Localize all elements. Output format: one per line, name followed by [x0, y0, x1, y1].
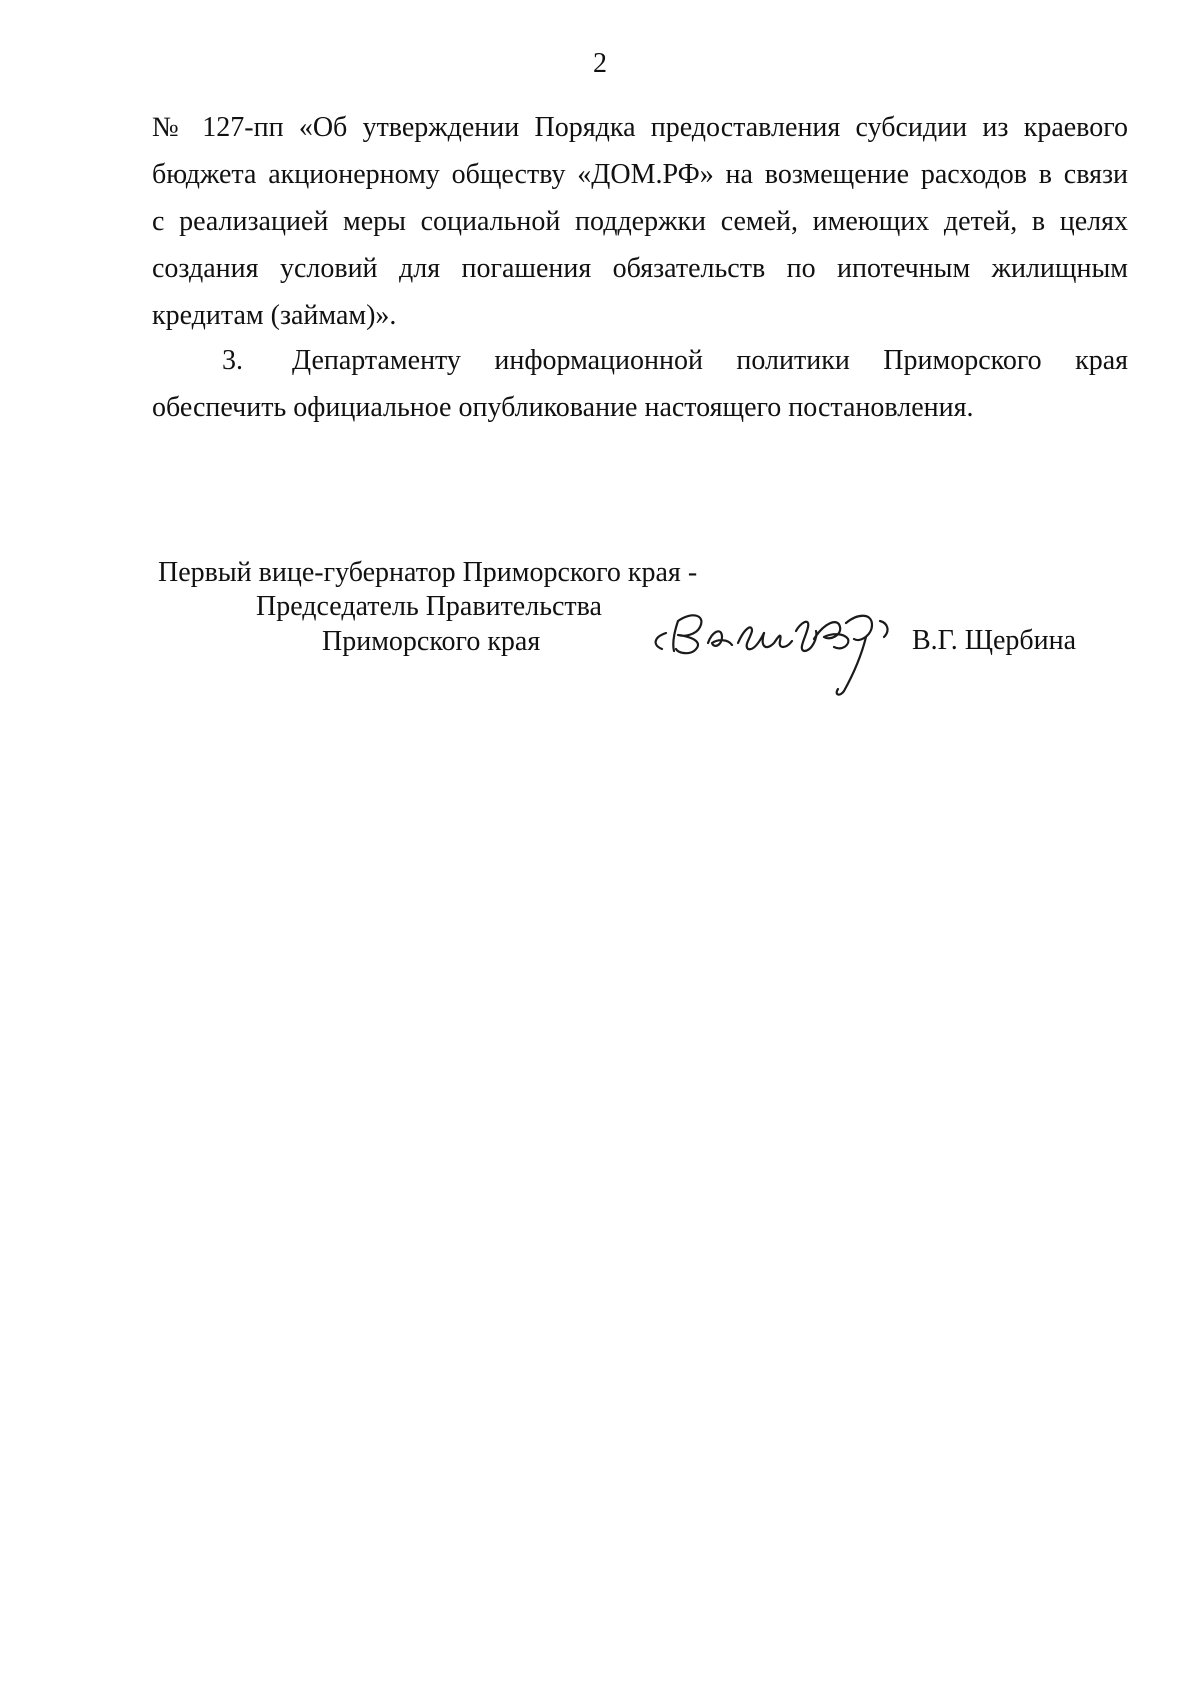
- signatory-title-line: Приморского края: [322, 626, 541, 657]
- paragraph-line: бюджета акционерному обществу «ДОМ.РФ» на возмещение расходов в связи: [152, 159, 1128, 190]
- paragraph-line: создания условий для погашения обязательств по ипотечным жилищным: [152, 253, 1128, 284]
- paragraph-decree-reference: [152, 104, 1128, 339]
- paragraph-first-line: [152, 337, 1128, 384]
- item-number: 3.: [222, 345, 243, 376]
- signatory-title-line: Первый вице-губернатор Приморского края -: [158, 557, 698, 588]
- paragraph-line: Департаменту информационной политики Приморского края: [292, 345, 1128, 376]
- paragraph-line: обеспечить официальное опубликование настоящего постановления.: [152, 392, 974, 423]
- handwritten-signature: [648, 593, 918, 703]
- paragraph-item-3: [152, 337, 1128, 431]
- paragraph-line: кредитам (займам)».: [152, 300, 397, 331]
- page-number: 2: [593, 48, 607, 79]
- paragraph-line: с реализацией меры социальной поддержки семей, имеющих детей, в целях: [152, 206, 1128, 237]
- signatory-name: В.Г. Щербина: [912, 625, 1077, 656]
- paragraph-line: № 127-пп «Об утверждении Порядка предоставления субсидии из краевого: [152, 112, 1128, 143]
- signatory-title-line: Председатель Правительства: [256, 591, 602, 622]
